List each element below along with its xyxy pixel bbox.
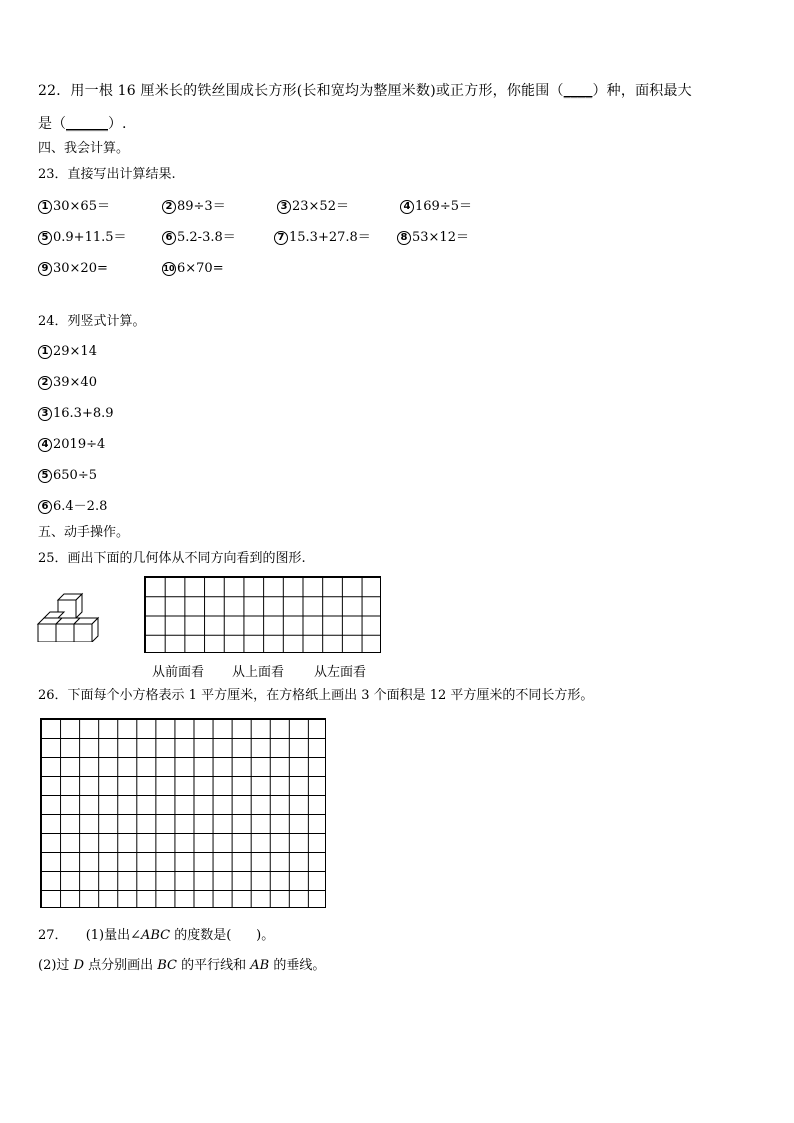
q23-expr: 23×52＝	[292, 199, 349, 214]
q25-grid-paper[interactable]	[144, 576, 381, 653]
q27-part2-text4: 的垂线。	[269, 958, 326, 973]
q24-expr: 2019÷4	[53, 437, 106, 452]
q22-blank-count[interactable]: ____	[563, 83, 593, 99]
q24-expr: 650÷5	[53, 468, 97, 483]
q27-part1-text2: 的度数是(	[170, 928, 232, 943]
q24-item-2	[38, 375, 97, 391]
q24-expr: 6.4－2.8	[53, 499, 108, 514]
q27-line-ab: AB	[250, 958, 270, 973]
q23-expr: 30×65＝	[53, 199, 110, 214]
q25-label-top: 从上面看	[232, 665, 285, 680]
q24-item-4	[38, 437, 105, 453]
circled-number-icon: 6	[38, 500, 52, 514]
q23-item-9	[38, 261, 108, 277]
q22-text3: 是（	[38, 116, 66, 132]
section-4-heading: 四、我会计算。	[38, 141, 130, 156]
q25-label-front: 从前面看	[152, 665, 205, 680]
circled-number-icon: 4	[38, 438, 52, 452]
circled-number-icon: 2	[162, 200, 176, 214]
q23-expr: 53×12＝	[412, 230, 469, 245]
q23-item-6	[162, 230, 236, 246]
circled-number-icon: 3	[277, 200, 291, 214]
cube-figure	[36, 590, 108, 642]
q22-text4: ）.	[108, 116, 127, 132]
section-5-heading: 五、动手操作。	[38, 525, 130, 540]
q23-item-3	[277, 199, 349, 215]
question-25-title: 25．画出下面的几何体从不同方向看到的图形.	[38, 551, 306, 566]
q23-expr: 15.3+27.8＝	[289, 230, 371, 245]
q24-item-1	[38, 344, 97, 360]
circled-number-icon: 3	[38, 407, 52, 421]
question-27-line2	[38, 957, 325, 975]
circled-number-icon: 10	[162, 262, 176, 276]
q23-item-5	[38, 230, 127, 246]
q27-part2-text2: 点分别画出	[84, 958, 158, 973]
question-27-line1	[38, 927, 274, 945]
question-26-title: 26．下面每个小方格表示 1 平方厘米，在方格纸上画出 3 个面积是 12 平方厘米的不同长方形。	[38, 688, 594, 703]
q23-expr: 6×70=	[177, 261, 224, 276]
q27-line-bc: BC	[157, 958, 178, 973]
question-22-line1	[38, 82, 692, 100]
circled-number-icon: 9	[38, 262, 52, 276]
q22-blank-area[interactable]: ______	[66, 116, 108, 132]
q23-expr: 89÷3＝	[177, 199, 226, 214]
q22-text-cont: ）种，面积最大	[592, 83, 692, 99]
q27-angle-label: ABC	[141, 928, 171, 943]
q26-grid-paper[interactable]	[40, 718, 326, 908]
q23-expr: 0.9+11.5＝	[53, 230, 127, 245]
q23-expr: 5.2-3.8＝	[177, 230, 236, 245]
circled-number-icon: 2	[38, 376, 52, 390]
q24-item-5	[38, 468, 97, 484]
q23-item-8	[397, 230, 469, 246]
q24-expr: 16.3+8.9	[53, 406, 114, 421]
circled-number-icon: 7	[274, 231, 288, 245]
q27-part1-text3: )。	[256, 928, 275, 943]
question-24-title: 24．列竖式计算。	[38, 314, 146, 329]
q24-item-6	[38, 499, 107, 515]
question-23-title: 23．直接写出计算结果.	[38, 167, 176, 182]
q24-item-3	[38, 406, 114, 422]
circled-number-icon: 1	[38, 200, 52, 214]
q24-expr: 29×14	[53, 344, 97, 359]
q23-item-4	[400, 199, 472, 215]
circled-number-icon: 5	[38, 469, 52, 483]
circled-number-icon: 1	[38, 345, 52, 359]
circled-number-icon: 6	[162, 231, 176, 245]
circled-number-icon: 4	[400, 200, 414, 214]
question-22-line2	[38, 115, 126, 133]
q27-part2-text: (2)过	[38, 958, 74, 973]
q23-item-1	[38, 199, 110, 215]
q27-part2-text3: 的平行线和	[177, 958, 251, 973]
q23-item-7	[274, 230, 371, 246]
q23-item-10	[162, 261, 224, 277]
q27-angle-blank[interactable]	[231, 928, 256, 943]
q23-item-2	[162, 199, 226, 215]
circled-number-icon: 8	[397, 231, 411, 245]
q25-label-left: 从左面看	[314, 665, 367, 680]
q27-point-d: D	[73, 958, 84, 973]
circled-number-icon: 5	[38, 231, 52, 245]
q23-expr: 169÷5＝	[415, 199, 472, 214]
q27-number: 27．	[38, 928, 68, 943]
q23-expr: 30×20=	[53, 261, 108, 276]
q22-text: 22．用一根 16 厘米长的铁丝围成长方形(长和宽均为整厘米数)或正方形，你能围（	[38, 83, 564, 99]
q24-expr: 39×40	[53, 375, 97, 390]
q27-part1-text: (1)量出∠	[85, 928, 141, 943]
